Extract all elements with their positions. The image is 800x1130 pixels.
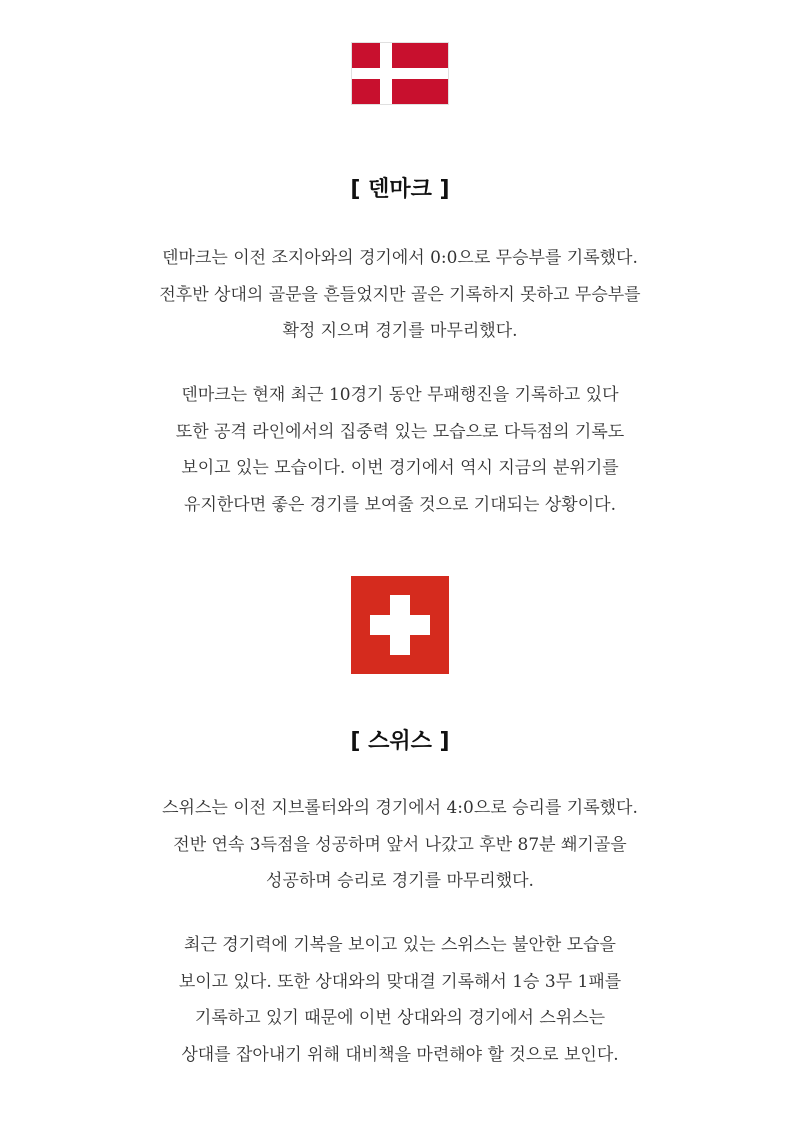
text-line: 최근 경기력에 기복을 보이고 있는 스위스는 불안한 모습을	[184, 935, 616, 955]
text-line: 스위스는 이전 지브롤터와의 경기에서 4:0으로 승리를 기록했다.	[162, 798, 638, 818]
text-line: 확정 지으며 경기를 마무리했다.	[282, 321, 518, 341]
switzerland-heading: [ 스위스 ]	[350, 729, 450, 754]
denmark-heading: [ 덴마크 ]	[350, 177, 450, 202]
text-line: 성공하며 승리로 경기를 마무리했다.	[266, 871, 534, 891]
text-line: 보이고 있는 모습이다. 이번 경기에서 역시 지금의 분위기를	[181, 458, 619, 478]
text-line: 또한 공격 라인에서의 집중력 있는 모습으로 다득점의 기록도	[175, 421, 625, 442]
text-line: 전후반 상대의 골문을 흔들었지만 골은 기록하지 못하고 무승부를	[159, 284, 641, 305]
text-line: 기록하고 있기 때문에 이번 상대와의 경기에서 스위스는	[194, 1008, 606, 1028]
text-line: 덴마크는 이전 조지아와의 경기에서 0:0으로 무승부를 기록했다.	[162, 248, 638, 268]
switzerland-flag-icon	[351, 576, 449, 674]
denmark-flag-icon	[351, 42, 449, 105]
switzerland-paragraph-1	[0, 790, 800, 900]
denmark-paragraph-2	[0, 377, 800, 523]
denmark-paragraph-1	[0, 240, 800, 350]
switzerland-paragraph-2	[0, 927, 800, 1073]
text-line: 전반 연속 3득점을 성공하며 앞서 나갔고 후반 87분 쐐기골을	[173, 834, 627, 855]
text-line: 보이고 있다. 또한 상대와의 맞대결 기록해서 1승 3무 1패를	[178, 971, 622, 992]
text-line: 유지한다면 좋은 경기를 보여줄 것으로 기대되는 상황이다.	[184, 494, 616, 515]
text-line: 덴마크는 현재 최근 10경기 동안 무패행진을 기록하고 있다	[181, 385, 619, 405]
text-line: 상대를 잡아내기 위해 대비책을 마련해야 할 것으로 보인다.	[181, 1044, 619, 1065]
